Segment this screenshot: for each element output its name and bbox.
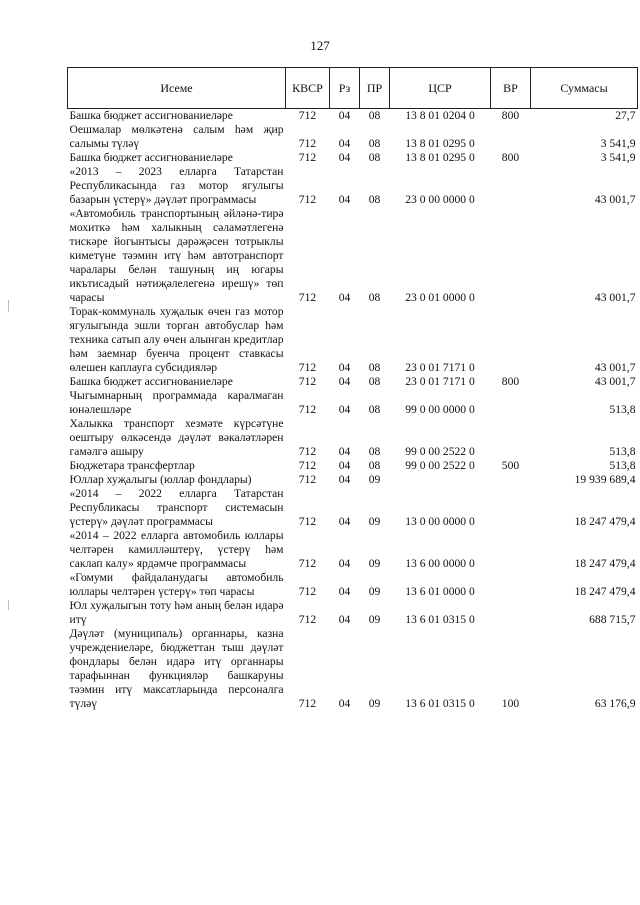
row-kvsr: 712 bbox=[298, 375, 317, 388]
row-kvsr: 712 bbox=[298, 515, 317, 528]
row-kvsr: 712 bbox=[298, 445, 317, 458]
row-rz: 04 bbox=[338, 445, 351, 458]
row-name: Юл хуҗалыгын тоту һәм аның белән идарә итү bbox=[69, 599, 284, 626]
row-rz: 04 bbox=[338, 557, 351, 570]
row-sum: 3 541,9 bbox=[600, 151, 636, 164]
row-sum: 18 247 479,4 bbox=[574, 515, 636, 528]
row-sum: 43 001,7 bbox=[594, 193, 636, 206]
row-csr: 99 0 00 2522 0 bbox=[405, 445, 475, 458]
row-csr: 99 0 00 0000 0 bbox=[405, 403, 475, 416]
row-csr bbox=[390, 473, 491, 487]
row-rz: 04 bbox=[338, 403, 351, 416]
table-row bbox=[68, 305, 638, 375]
header-csr: ЦСР bbox=[390, 68, 491, 109]
row-csr: 99 0 00 2522 0 bbox=[405, 459, 475, 472]
table-header-row bbox=[68, 68, 638, 109]
row-sum: 513,8 bbox=[609, 459, 636, 472]
row-vr bbox=[491, 529, 531, 571]
row-rz: 04 bbox=[338, 193, 351, 206]
row-vr bbox=[491, 389, 531, 417]
header-name: Иceмe bbox=[68, 68, 286, 109]
row-vr bbox=[491, 123, 531, 151]
row-name: Башка бюджет ассигнованиeләре bbox=[69, 109, 233, 122]
row-kvsr: 712 bbox=[298, 585, 317, 598]
row-vr bbox=[491, 417, 531, 459]
row-pr: 08 bbox=[368, 459, 381, 472]
table-row bbox=[68, 473, 638, 487]
row-vr bbox=[491, 599, 531, 627]
page-number: 127 bbox=[310, 38, 330, 53]
row-vr: 800 bbox=[501, 151, 520, 164]
row-vr bbox=[491, 207, 531, 305]
row-sum: 43 001,7 bbox=[594, 361, 636, 374]
row-vr: 500 bbox=[501, 459, 520, 472]
row-name: Оешмалар мөлкәтенә салым һәм җир салымы түләү bbox=[69, 123, 284, 150]
row-name: Башка бюджет ассигнованиeләре bbox=[69, 375, 233, 388]
row-name: Юллар хуҗалыгы (юллар фондлары) bbox=[69, 473, 252, 486]
row-vr bbox=[491, 165, 531, 207]
row-rz: 04 bbox=[338, 697, 351, 710]
table-row bbox=[68, 123, 638, 151]
row-vr bbox=[491, 473, 531, 487]
row-sum: 513,8 bbox=[609, 403, 636, 416]
row-rz: 04 bbox=[338, 585, 351, 598]
row-name: Чыгымнарның программада каралмаган юнәлешләре bbox=[69, 389, 284, 416]
row-kvsr: 712 bbox=[298, 151, 317, 164]
row-csr: 13 8 01 0295 0 bbox=[405, 151, 475, 164]
row-sum: 18 247 479,4 bbox=[574, 585, 636, 598]
row-pr: 09 bbox=[368, 613, 381, 626]
row-vr: 800 bbox=[501, 109, 520, 122]
row-kvsr: 712 bbox=[298, 361, 317, 374]
table-row bbox=[68, 487, 638, 529]
row-rz: 04 bbox=[338, 375, 351, 388]
row-name: Халыкка транспорт хезмәте күрсәтүне оештыру өлкәсендә дәүләт вәкаләтләрен гамәлгә ашыру bbox=[69, 417, 284, 458]
row-csr: 13 8 01 0295 0 bbox=[405, 137, 475, 150]
row-rz: 04 bbox=[338, 613, 351, 626]
table-row bbox=[68, 571, 638, 599]
row-pr: 08 bbox=[368, 193, 381, 206]
row-name: Башка бюджет ассигнованиeләре bbox=[69, 151, 233, 164]
table-row bbox=[68, 389, 638, 417]
row-vr bbox=[491, 305, 531, 375]
row-csr: 13 8 01 0204 0 bbox=[405, 109, 475, 122]
header-rz: Рз bbox=[330, 68, 360, 109]
table-row bbox=[68, 109, 638, 124]
row-vr: 800 bbox=[501, 375, 520, 388]
table-row bbox=[68, 375, 638, 389]
row-rz: 04 bbox=[338, 473, 351, 486]
row-kvsr: 712 bbox=[298, 697, 317, 710]
table-row bbox=[68, 151, 638, 165]
table-row bbox=[68, 417, 638, 459]
row-csr: 23 0 01 0000 0 bbox=[405, 291, 475, 304]
row-pr: 08 bbox=[368, 151, 381, 164]
row-pr: 08 bbox=[368, 445, 381, 458]
row-csr: 13 0 00 0000 0 bbox=[405, 515, 475, 528]
row-name: «2014 – 2022 елларга Татарстан Республикасы транспорт системасын үстерү» дәүләт программасы bbox=[69, 487, 284, 528]
table-row bbox=[68, 459, 638, 473]
row-sum: 18 247 479,4 bbox=[574, 557, 636, 570]
row-pr: 08 bbox=[368, 109, 381, 122]
row-rz: 04 bbox=[338, 137, 351, 150]
row-kvsr: 712 bbox=[298, 403, 317, 416]
row-kvsr: 712 bbox=[298, 109, 317, 122]
table-row bbox=[68, 627, 638, 711]
row-csr: 23 0 01 7171 0 bbox=[405, 361, 475, 374]
row-rz: 04 bbox=[338, 515, 351, 528]
row-csr: 13 6 01 0315 0 bbox=[405, 613, 475, 626]
row-kvsr: 712 bbox=[298, 291, 317, 304]
table-row bbox=[68, 599, 638, 627]
row-csr: 13 6 01 0000 0 bbox=[405, 585, 475, 598]
header-pr: ПР bbox=[360, 68, 390, 109]
row-name: «Автомобиль транспортының әйләнә-тирә мохиткә һәм халыкның сәламәтлегенә тискәре йогынтысы дәрәҗәсен тотрыклы киметүне тәэмин итү һәм автотранспорт чаралары белән ташуның иң югары икътисадый нәтиҗәлелегенә ирешү» төп чарасы bbox=[69, 207, 284, 304]
row-pr: 08 bbox=[368, 375, 381, 388]
row-csr: 13 6 01 0315 0 bbox=[405, 697, 475, 710]
row-sum: 688 715,7 bbox=[589, 613, 636, 626]
row-kvsr: 712 bbox=[298, 193, 317, 206]
row-pr: 08 bbox=[368, 361, 381, 374]
row-kvsr: 712 bbox=[298, 613, 317, 626]
row-pr: 09 bbox=[368, 557, 381, 570]
row-rz: 04 bbox=[338, 361, 351, 374]
row-sum: 3 541,9 bbox=[600, 137, 636, 150]
row-kvsr: 712 bbox=[298, 473, 317, 486]
row-csr: 13 6 00 0000 0 bbox=[405, 557, 475, 570]
row-pr: 09 bbox=[368, 697, 381, 710]
row-name: «Гомуми файдаланудагы автомобиль юллары челтәрен үстерү» төп чарасы bbox=[69, 571, 284, 598]
header-vr: ВР bbox=[491, 68, 531, 109]
row-vr bbox=[491, 487, 531, 529]
row-pr: 08 bbox=[368, 403, 381, 416]
row-rz: 04 bbox=[338, 109, 351, 122]
table-row bbox=[68, 165, 638, 207]
row-vr: 100 bbox=[501, 697, 520, 710]
table-row bbox=[68, 207, 638, 305]
table-row bbox=[68, 529, 638, 571]
header-sum: Суммасы bbox=[531, 68, 638, 109]
row-pr: 09 bbox=[368, 585, 381, 598]
row-csr: 23 0 01 7171 0 bbox=[405, 375, 475, 388]
row-rz: 04 bbox=[338, 291, 351, 304]
row-sum: 19 939 689,4 bbox=[574, 473, 636, 486]
row-sum: 63 176,9 bbox=[594, 697, 636, 710]
row-sum: 43 001,7 bbox=[594, 375, 636, 388]
row-kvsr: 712 bbox=[298, 137, 317, 150]
scan-margin-mark bbox=[8, 600, 9, 610]
scan-margin-mark bbox=[8, 300, 9, 312]
budget-table bbox=[67, 67, 638, 711]
row-sum: 27,7 bbox=[615, 109, 636, 122]
row-rz: 04 bbox=[338, 459, 351, 472]
header-kvsr: КВСР bbox=[286, 68, 330, 109]
row-name: Торак-коммуналь хуҗалык өчен газ мотор ягулыгында эшли торган автобуслар һәм техника сатып алу өчен алынган кредитлар һәм заемнар буенча процент ставкасы өлешен каплауга субсидияләр bbox=[69, 305, 284, 374]
row-kvsr: 712 bbox=[298, 459, 317, 472]
row-name: Дәүләт (муниципаль) органнары, казна учреждениеләре, бюджеттан тыш дәүләт фондлары белән идарә итү органнары тарафыннан функцияләр башкаруны тәэмин итү максатларында персоналга түләү bbox=[69, 627, 284, 710]
row-csr: 23 0 00 0000 0 bbox=[405, 193, 475, 206]
row-sum: 513,8 bbox=[609, 445, 636, 458]
row-sum: 43 001,7 bbox=[594, 291, 636, 304]
row-pr: 09 bbox=[368, 515, 381, 528]
row-vr bbox=[491, 571, 531, 599]
row-name: «2013 – 2023 елларга Татарстан Республикасында газ мотор ягулыгы базарын үстерү» дәүләт программасы bbox=[69, 165, 284, 206]
row-kvsr: 712 bbox=[298, 557, 317, 570]
row-pr: 08 bbox=[368, 137, 381, 150]
row-name: «2014 – 2022 елларга автомобиль юллары челтәрен камилләштерү, үстерү һәм саклап калу» ярдәмче программасы bbox=[69, 529, 284, 570]
row-pr: 08 bbox=[368, 291, 381, 304]
row-pr: 09 bbox=[368, 473, 381, 486]
row-rz: 04 bbox=[338, 151, 351, 164]
row-name: Бюджетара трансфертлар bbox=[69, 459, 195, 472]
